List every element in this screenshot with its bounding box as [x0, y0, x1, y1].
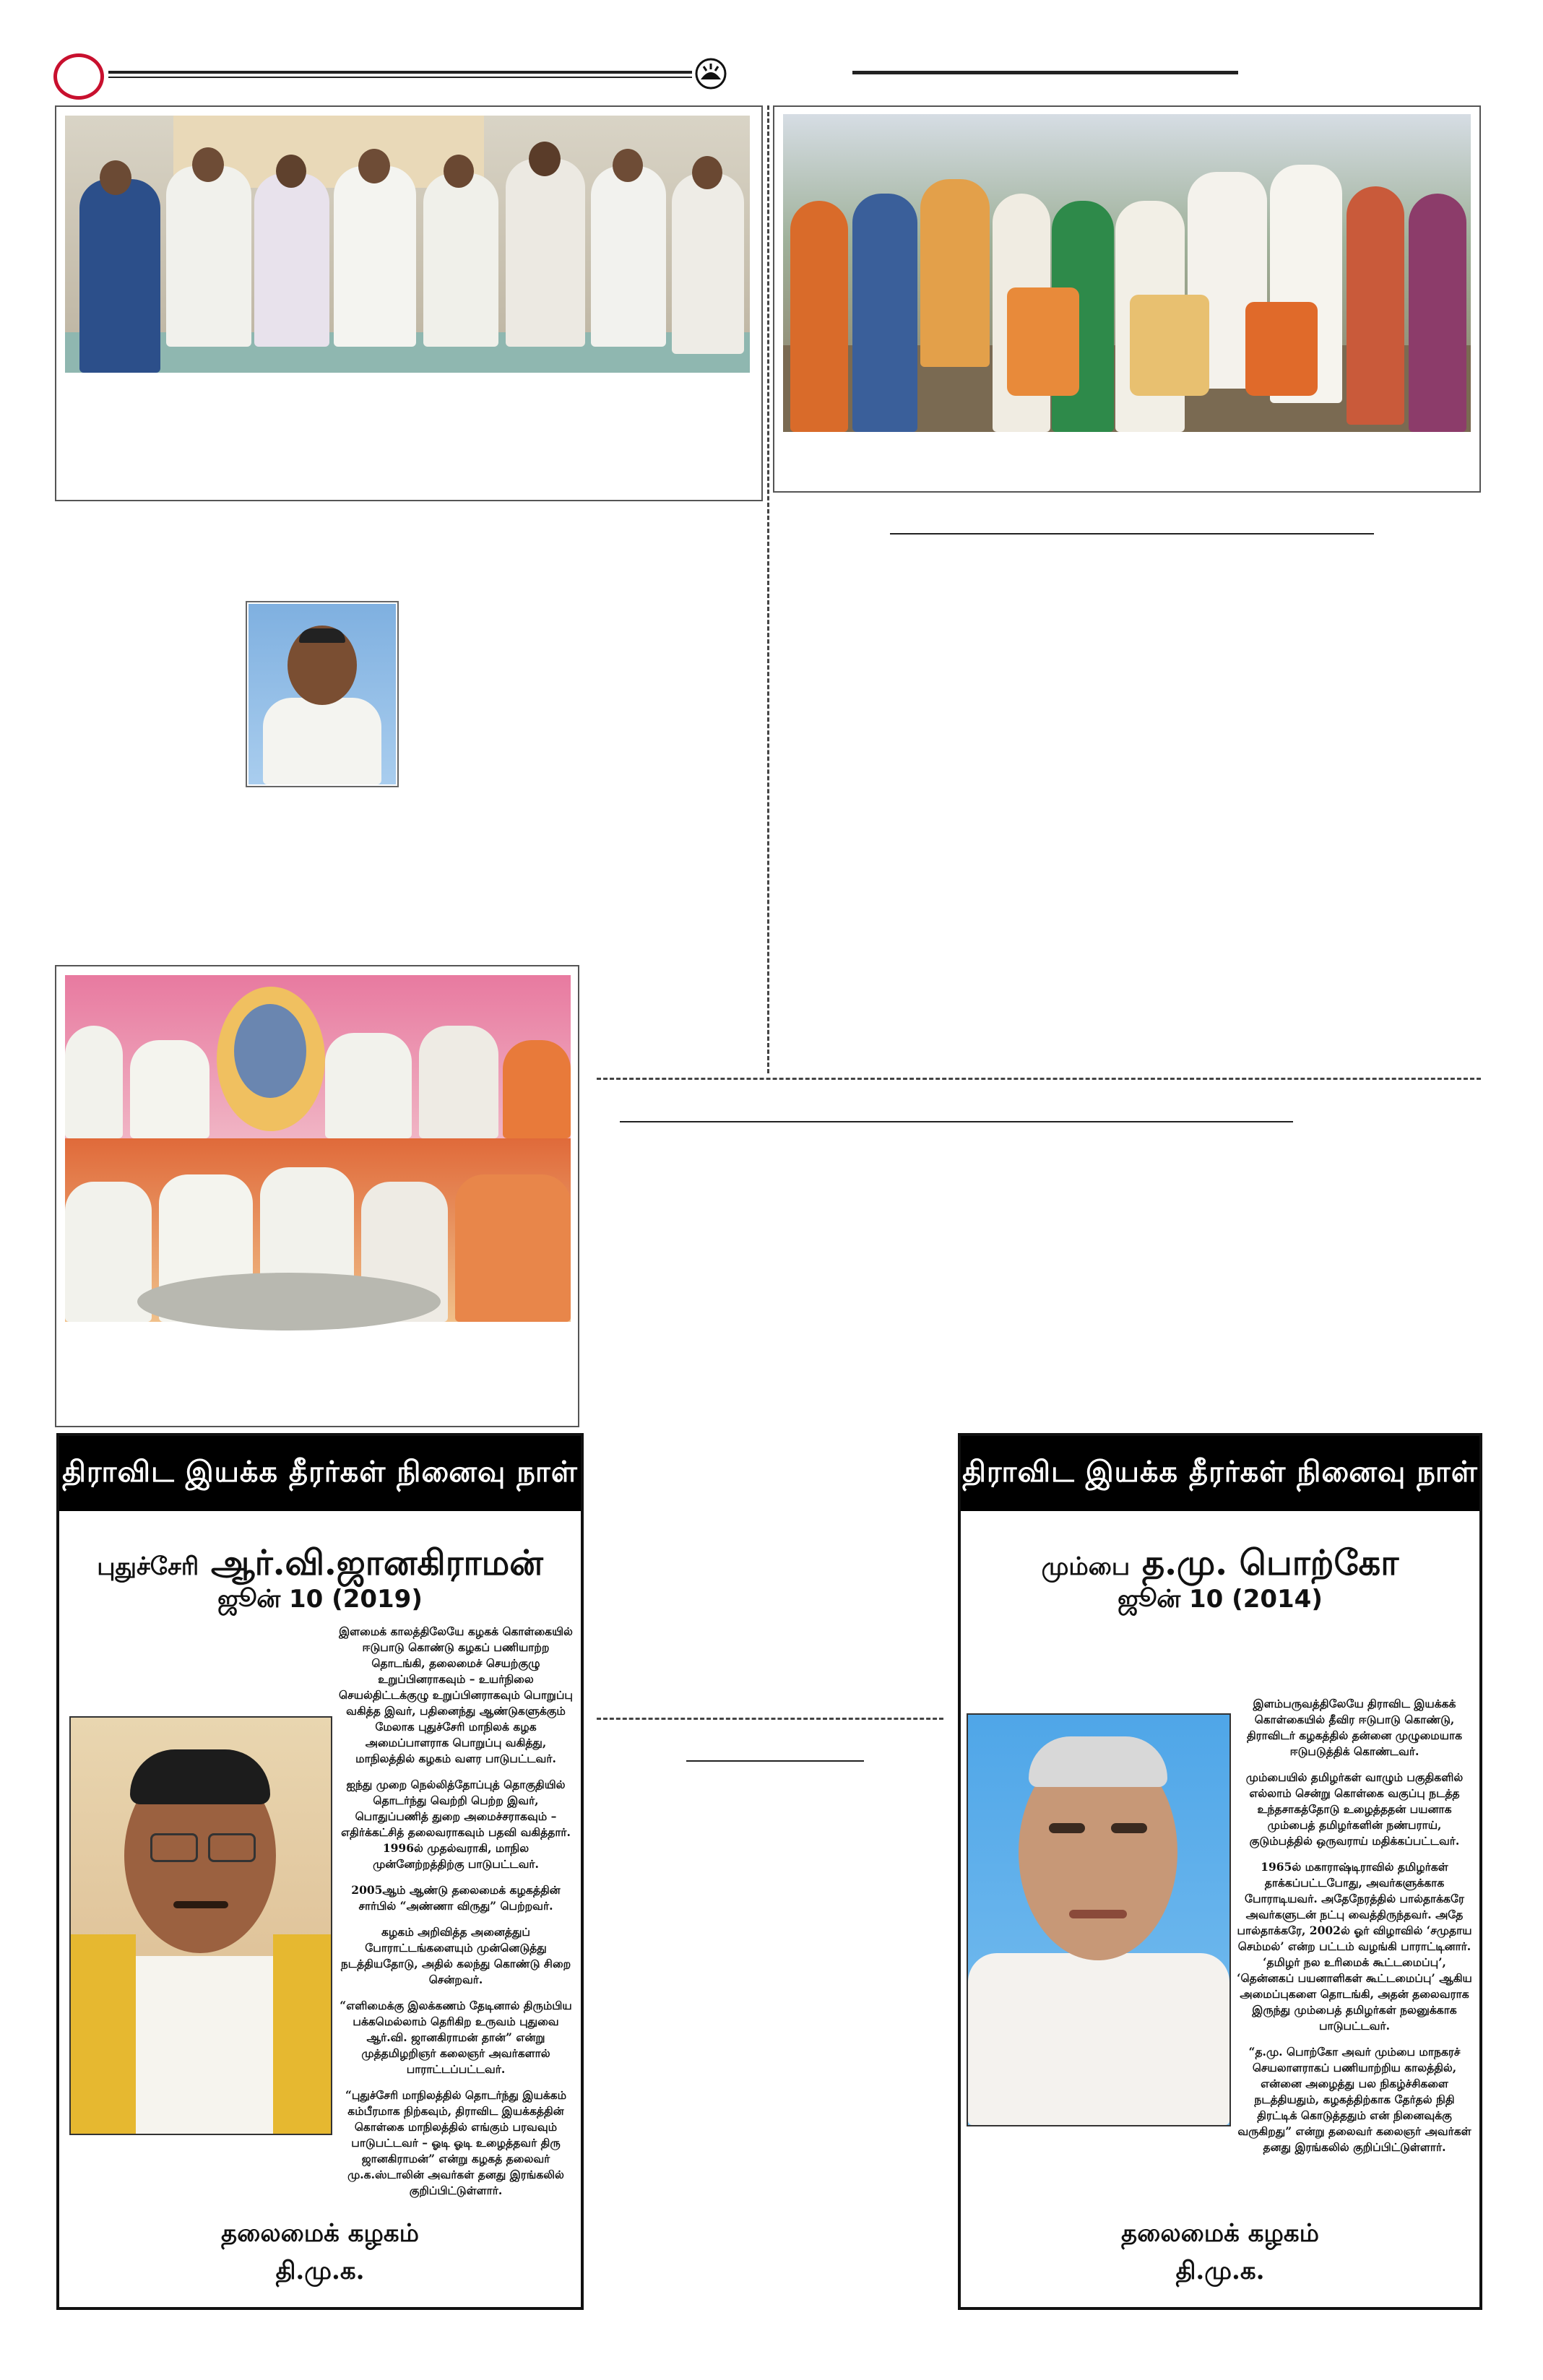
masthead-rule-right — [852, 71, 1238, 74]
memorial-paragraph: “எளிமைக்கு இலக்கணம் தேடினால் திரும்பிய பக்கமெல்லாம் தெரிகிற உருவம் புதுவை ஆர்.வி. ஜானகிராமன் தான்” என்று முத்தமிழறிஞர் கலைஞர் அவர்களால் பாராட்டப்பட்டவர். — [340, 1999, 572, 2076]
footer-org: தலைமைக் கழகம் — [221, 2219, 419, 2248]
footer-party: தி.மு.க. — [1175, 2256, 1265, 2285]
rising-sun-emblem-icon — [693, 58, 728, 90]
memorial-paragraph: கழகம் அறிவித்த அனைத்துப் போராட்டங்களையும் முன்னெடுத்து நடத்தியதோடு, அதில் கலந்து கொண்டு சிறை சென்றவர். — [340, 1925, 571, 1986]
memorial-ad-janakiraman — [56, 1433, 584, 2310]
section-divider-small — [597, 1718, 943, 1720]
memorial-name — [59, 1541, 581, 1588]
masthead-rule-left-thin — [108, 77, 692, 78]
column-divider — [767, 105, 769, 1073]
photo-tribute-feast — [65, 1138, 571, 1322]
memorial-name — [961, 1541, 1479, 1588]
section-divider — [597, 1078, 1481, 1080]
name-prefix: மும்பை — [1041, 1552, 1131, 1581]
headline-rule — [890, 533, 1374, 535]
photo-tribute-garland — [65, 975, 571, 1138]
memorial-paragraph: “த.மு. பொற்கோ அவர் மும்பை மாநகரச் செயலாளராகப் பணியாற்றிய காலத்தில், என்னை அழைத்து பல நிகழ்ச்சிகளை நடத்தியதும், கழகத்திற்காக தேர்தல் நிதி திரட்டிக் கொடுத்ததும் என் நினைவுக்கு வருகிறது” என்று தலைவர் கலைஞர் அவர்கள் தனது இரங்கலில் குறிப்பிட்டுள்ளார். — [1237, 2045, 1471, 2154]
memorial-date: ஜூன் 10 (2019) — [217, 1585, 423, 1614]
name-main: ஆர்.வி.ஜானகிராமன் — [210, 1543, 543, 1583]
memorial-footer — [961, 2215, 1479, 2290]
photo-frame-tribute — [55, 965, 579, 1427]
memorial-header: திராவிட இயக்க தீரர்கள் நினைவு நாள் — [59, 1436, 581, 1511]
photo-book-release — [65, 116, 750, 373]
portrait-small — [246, 601, 399, 787]
footer-party: தி.மு.க. — [275, 2256, 365, 2285]
memorial-body — [335, 1624, 576, 2197]
name-prefix: புதுச்சேரி — [97, 1552, 199, 1581]
photo-frame-book-release — [55, 105, 763, 501]
memorial-paragraph: இளம்பருவத்திலேயே திராவிட இயக்கக் கொள்கையில் தீவிர ஈடுபாடு கொண்டு, திராவிடர் கழகத்தில் தன்னை முழுமையாக ஈடுபடுத்திக் கொண்டவர். — [1246, 1697, 1463, 1758]
memorial-ad-porko — [958, 1433, 1482, 2310]
memorial-paragraph: இளமைக் காலத்திலேயே கழகக் கொள்கையில் ஈடுபாடு கொண்டு கழகப் பணியாற்ற தொடங்கி, தலைமைச் செயற்குழு உறுப்பினராகவும் – உயர்நிலை செயல்திட்டக்குழு உறுப்பினராகவும் பொறுப்பு வகித்த இவர், பதினைந்து ஆண்டுகளுக்கும் மேலாக புதுச்சேரி மாநிலக் கழக அமைப்பாளராக பொறுப்பு வகித்து, மாநிலத்தில் கழகம் வளர பாடுபட்டவர். — [339, 1624, 573, 1765]
photo-frame-relief-distribution — [773, 105, 1481, 493]
photo-relief-distribution — [783, 114, 1471, 432]
memorial-paragraph: மும்பையில் தமிழர்கள் வாழும் பகுதிகளில் எல்லாம் சென்று கொள்கை வகுப்பு நடத்த உந்தசாகத்தோடு உழைத்ததன் பயனாக மும்பைத் தமிழர்களின் நண்பராய், குடும்பத்தில் ஒருவராய் மதிக்கப்பட்டவர். — [1245, 1770, 1464, 1848]
headline-rule-2 — [620, 1121, 1293, 1122]
memorial-paragraph: “புதுச்சேரி மாநிலத்தில் தொடர்ந்து இயக்கம் கம்பீரமாக நிற்கவும், திராவிட இயக்கத்தின் கொள்கை மாநிலத்தில் எங்கும் பரவவும் பாடுபட்டவர் – ஓடி ஓடி உழைத்தவர் திரு ஜானகிராமன்” என்று கழகத் தலைவர் மு.க.ஸ்டாலின் அவர்கள் தனது இரங்கலில் குறிப்பிட்டுள்ளார். — [345, 2088, 567, 2197]
memorial-header: திராவிட இயக்க தீரர்கள் நினைவு நாள் — [961, 1436, 1479, 1511]
masthead-rule-left — [108, 71, 692, 74]
footer-org: தலைமைக் கழகம் — [1121, 2219, 1319, 2248]
name-main: த.மு. பொற்கோ — [1141, 1543, 1399, 1583]
memorial-paragraph: ஐந்து முறை நெல்லித்தோப்புத் தொகுதியில் தொடர்ந்து வெற்றி பெற்ற இவர், பொதுப்பணித் துறை அமைச்சராகவும் – எதிர்க்கட்சித் தலைவராகவும் பதவி வகித்தார். 1996ல் முதல்வராகி, மாநில முன்னேற்றத்திற்கு பாடுபட்டவர். — [341, 1778, 571, 1871]
memorial-paragraph: 2005ஆம் ஆண்டு தலைமைக் கழகத்தின் சார்பில் “அண்ணா விருது” பெற்றவர். — [351, 1883, 561, 1913]
memorial-body — [1237, 1696, 1472, 2158]
portrait-porko — [967, 1713, 1231, 2126]
memorial-date: ஜூன் 10 (2014) — [1118, 1585, 1323, 1614]
memorial-footer — [59, 2215, 581, 2290]
red-circle-icon — [53, 53, 104, 100]
portrait-janakiraman — [69, 1716, 332, 2135]
memorial-paragraph: 1965ல் மகாராஷ்டிராவில் தமிழர்கள் தாக்கப்பட்டபோது, அவர்களுக்காக போராடியவர். அதேநேரத்தில் பால்தாக்கரே அவர்களுடன் நட்பு வைத்திருந்தவர். அதே பால்தாக்கரே, 2002ல் ஓர் விழாவில் ‘சமுதாய செம்மல்’ என்ற பட்டம் வழங்கி பாராட்டினார். ‘தமிழர் நல உரிமைக் கூட்டமைப்பு’, ‘தென்னகப் பயனாளிகள் கூட்டமைப்பு’ ஆகிய அமைப்புகளை தொடங்கி, அதன் தலைவராக இருந்து மும்பைத் தமிழர்கள் நலனுக்காக பாடுபட்டவர். — [1237, 1860, 1472, 2033]
headline-rule-3 — [686, 1760, 864, 1762]
